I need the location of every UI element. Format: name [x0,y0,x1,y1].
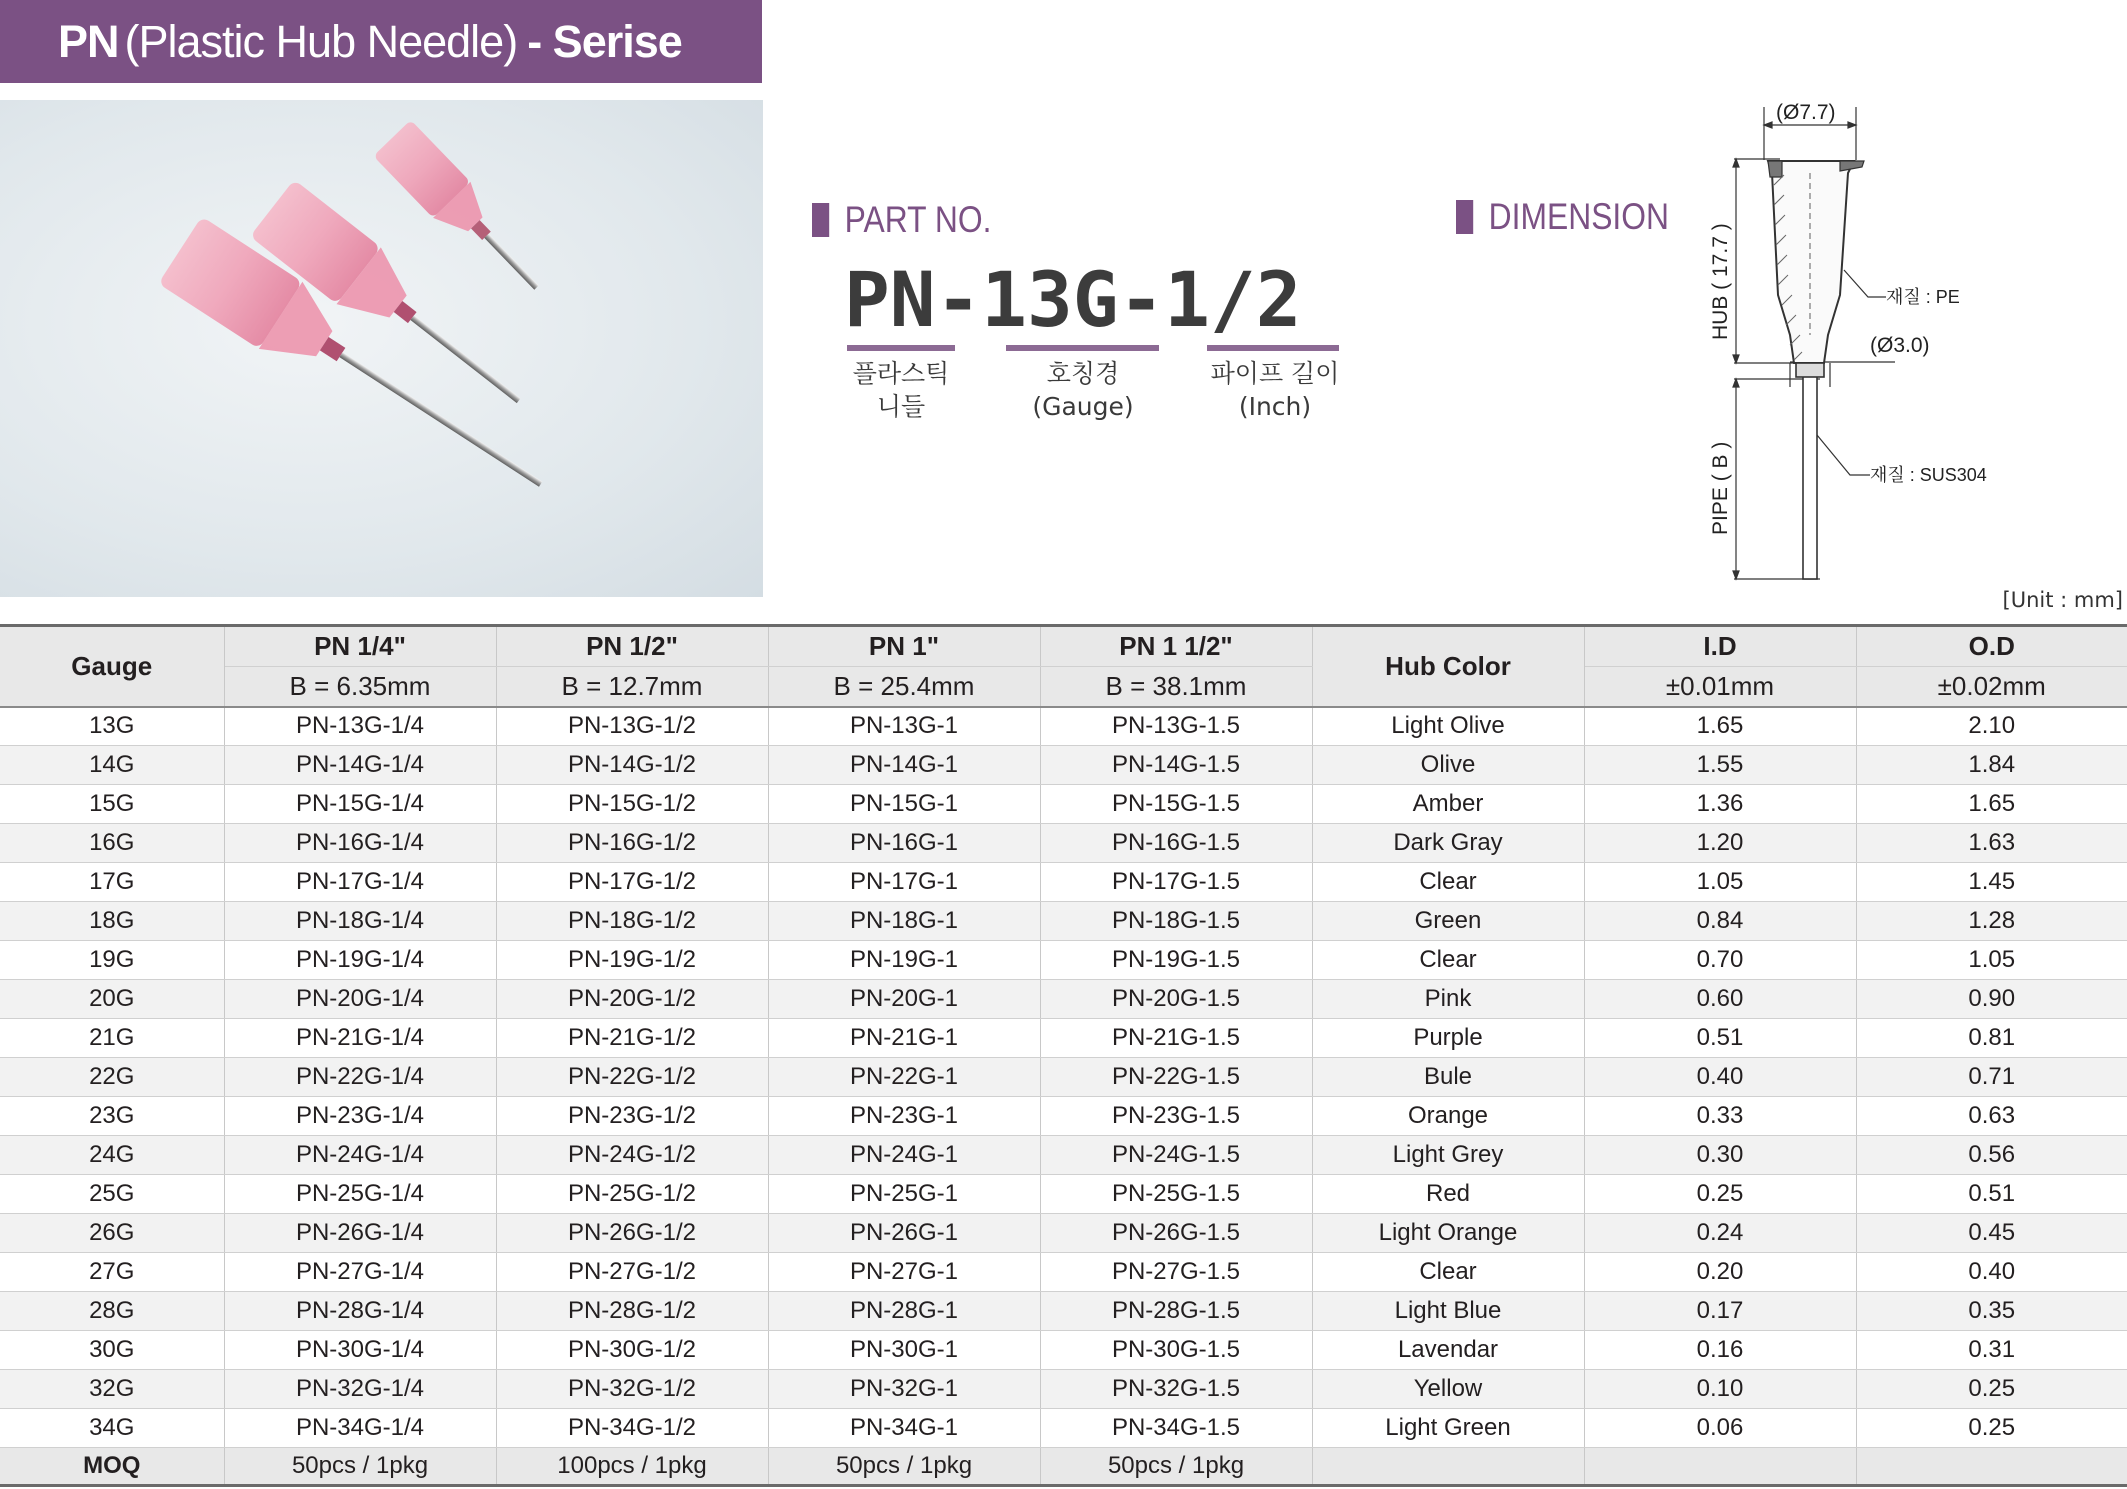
pn-half-cell: PN-30G-1/2 [496,1331,768,1370]
caption-line: (Gauge) [1032,392,1134,421]
id-cell: 1.20 [1584,824,1856,863]
id-cell: 0.84 [1584,902,1856,941]
pn-quarter-cell: PN-19G-1/4 [224,941,496,980]
hub-color-cell: Olive [1312,746,1584,785]
pn-one-half-cell: PN-18G-1.5 [1040,902,1312,941]
pn-one-cell: PN-17G-1 [768,863,1040,902]
moq-value [1856,1448,2127,1486]
pn-quarter-cell: PN-21G-1/4 [224,1019,496,1058]
table-row [0,1292,2127,1331]
od-cell: 0.51 [1856,1175,2127,1214]
moq-value: 50pcs / 1pkg [1040,1448,1312,1486]
subheader-id: ±0.01mm [1584,667,1856,707]
pn-quarter-cell: PN-25G-1/4 [224,1175,496,1214]
pn-one-cell: PN-13G-1 [768,707,1040,746]
pn-one-cell: PN-23G-1 [768,1097,1040,1136]
table-row [0,941,2127,980]
id-cell: 0.51 [1584,1019,1856,1058]
hub-color-cell: Pink [1312,980,1584,1019]
caption-line: 니들 [876,392,926,421]
title-prefix: PN [58,15,119,67]
hub-material-label: 재질 : PE [1886,287,1960,307]
gauge-cell: 28G [0,1292,224,1331]
pn-one-half-cell: PN-27G-1.5 [1040,1253,1312,1292]
moq-value: 50pcs / 1pkg [768,1448,1040,1486]
pn-one-cell: PN-24G-1 [768,1136,1040,1175]
pn-one-cell: PN-19G-1 [768,941,1040,980]
pipe-material-label: 재질 : SUS304 [1870,465,1987,485]
pn-quarter-cell: PN-34G-1/4 [224,1409,496,1448]
hub-color-cell: Clear [1312,1253,1584,1292]
table-row [0,824,2127,863]
table-row [0,902,2127,941]
heading-marker [1456,200,1473,234]
pn-one-half-cell: PN-15G-1.5 [1040,785,1312,824]
moq-label: MOQ [0,1448,224,1486]
pipe-length-label: PIPE ( B ) [1709,441,1732,535]
pn-one-half-cell: PN-22G-1.5 [1040,1058,1312,1097]
caption-line: 플라스틱 [852,359,950,388]
dimension-drawing [1690,95,2020,615]
pn-quarter-cell: PN-16G-1/4 [224,824,496,863]
header-pn-quarter: PN 1/4" [224,626,496,667]
id-cell: 0.70 [1584,941,1856,980]
pn-one-cell: PN-30G-1 [768,1331,1040,1370]
product-photo [0,100,763,597]
pn-half-cell: PN-28G-1/2 [496,1292,768,1331]
pn-half-cell: PN-27G-1/2 [496,1253,768,1292]
table-row [0,1175,2127,1214]
pn-one-half-cell: PN-13G-1.5 [1040,707,1312,746]
od-cell: 0.71 [1856,1058,2127,1097]
pn-one-half-cell: PN-23G-1.5 [1040,1097,1312,1136]
pn-half-cell: PN-17G-1/2 [496,863,768,902]
needle-small [373,120,555,306]
gauge-cell: 25G [0,1175,224,1214]
hub-length-label: HUB ( 17.7 ) [1709,223,1732,340]
pn-one-cell: PN-15G-1 [768,785,1040,824]
part-no-heading-text: PART NO. [844,199,992,240]
header-pn-half: PN 1/2" [496,626,768,667]
pn-one-cell: PN-25G-1 [768,1175,1040,1214]
pn-half-cell: PN-16G-1/2 [496,824,768,863]
pn-half-cell: PN-32G-1/2 [496,1370,768,1409]
hub-color-cell: Lavendar [1312,1331,1584,1370]
pn-half-cell: PN-18G-1/2 [496,902,768,941]
od-cell: 0.45 [1856,1214,2127,1253]
header-pn-one-half: PN 1 1/2" [1040,626,1312,667]
dimension-heading [1456,196,1669,238]
pn-one-half-cell: PN-17G-1.5 [1040,863,1312,902]
od-cell: 0.40 [1856,1253,2127,1292]
table-row [0,980,2127,1019]
od-cell: 0.25 [1856,1370,2127,1409]
hub-diameter-label: (Ø7.7) [1776,101,1836,124]
table-row [0,746,2127,785]
title-middle: (Plastic Hub Needle) [124,15,518,67]
hub-color-cell: Light Green [1312,1409,1584,1448]
gauge-cell: 27G [0,1253,224,1292]
gauge-cell: 18G [0,902,224,941]
id-cell: 0.24 [1584,1214,1856,1253]
caption-gauge [1003,357,1163,423]
id-cell: 0.06 [1584,1409,1856,1448]
pn-quarter-cell: PN-28G-1/4 [224,1292,496,1331]
od-cell: 1.84 [1856,746,2127,785]
pn-one-half-cell: PN-16G-1.5 [1040,824,1312,863]
heading-marker [812,203,829,237]
pn-one-half-cell: PN-19G-1.5 [1040,941,1312,980]
od-cell: 0.35 [1856,1292,2127,1331]
gauge-cell: 15G [0,785,224,824]
moq-value [1584,1448,1856,1486]
page-title [0,0,762,83]
hub-color-cell: Clear [1312,863,1584,902]
gauge-cell: 21G [0,1019,224,1058]
part-no-heading [812,199,991,241]
od-cell: 0.81 [1856,1019,2127,1058]
subheader-pn-one-half: B = 38.1mm [1040,667,1312,707]
needles-illustration [0,100,763,597]
caption-plastic-needle [831,357,971,423]
pn-one-half-cell: PN-21G-1.5 [1040,1019,1312,1058]
caption-line: (Inch) [1238,392,1312,421]
id-cell: 0.10 [1584,1370,1856,1409]
table-subheader-row [0,667,2127,707]
gauge-cell: 22G [0,1058,224,1097]
id-cell: 1.65 [1584,707,1856,746]
part-number-underline-gauge [1006,345,1159,351]
table-row [0,1136,2127,1175]
pn-half-cell: PN-21G-1/2 [496,1019,768,1058]
pn-half-cell: PN-23G-1/2 [496,1097,768,1136]
od-cell: 0.56 [1856,1136,2127,1175]
pn-quarter-cell: PN-13G-1/4 [224,707,496,746]
od-cell: 1.63 [1856,824,2127,863]
pn-half-cell: PN-25G-1/2 [496,1175,768,1214]
dimension-heading-text: DIMENSION [1488,196,1670,237]
pn-quarter-cell: PN-14G-1/4 [224,746,496,785]
pn-quarter-cell: PN-27G-1/4 [224,1253,496,1292]
caption-pipe-length [1200,357,1350,423]
table-row [0,1019,2127,1058]
pn-one-cell: PN-16G-1 [768,824,1040,863]
table-row [0,1214,2127,1253]
hub-color-cell: Dark Gray [1312,824,1584,863]
pn-one-half-cell: PN-26G-1.5 [1040,1214,1312,1253]
pn-half-cell: PN-20G-1/2 [496,980,768,1019]
gauge-cell: 13G [0,707,224,746]
subheader-pn-one: B = 25.4mm [768,667,1040,707]
subheader-pn-half: B = 12.7mm [496,667,768,707]
id-cell: 1.05 [1584,863,1856,902]
pn-one-cell: PN-26G-1 [768,1214,1040,1253]
id-cell: 0.30 [1584,1136,1856,1175]
od-cell: 1.28 [1856,902,2127,941]
id-cell: 0.17 [1584,1292,1856,1331]
od-cell: 1.45 [1856,863,2127,902]
pn-quarter-cell: PN-22G-1/4 [224,1058,496,1097]
gauge-cell: 16G [0,824,224,863]
hub-color-cell: Green [1312,902,1584,941]
od-cell: 0.63 [1856,1097,2127,1136]
hub-color-cell: Light Grey [1312,1136,1584,1175]
part-number-underline-length [1207,345,1339,351]
pn-one-cell: PN-27G-1 [768,1253,1040,1292]
pn-one-half-cell: PN-28G-1.5 [1040,1292,1312,1331]
gauge-cell: 26G [0,1214,224,1253]
pn-quarter-cell: PN-32G-1/4 [224,1370,496,1409]
table-row [0,1370,2127,1409]
gauge-cell: 30G [0,1331,224,1370]
header-id: I.D [1584,626,1856,667]
pn-one-cell: PN-28G-1 [768,1292,1040,1331]
table-row [0,1331,2127,1370]
gauge-cell: 19G [0,941,224,980]
od-cell: 1.65 [1856,785,2127,824]
table-row [0,863,2127,902]
pn-quarter-cell: PN-24G-1/4 [224,1136,496,1175]
pn-quarter-cell: PN-30G-1/4 [224,1331,496,1370]
pn-one-cell: PN-18G-1 [768,902,1040,941]
id-cell: 1.55 [1584,746,1856,785]
unit-note: [Unit : mm] [2002,588,2123,612]
hub-color-cell: Clear [1312,941,1584,980]
hub-color-cell: Bule [1312,1058,1584,1097]
pipe-diameter-label: (Ø3.0) [1870,334,1930,357]
pn-quarter-cell: PN-20G-1/4 [224,980,496,1019]
pn-half-cell: PN-26G-1/2 [496,1214,768,1253]
caption-line: 파이프 길이 [1210,359,1340,388]
header-od: O.D [1856,626,2127,667]
id-cell: 0.33 [1584,1097,1856,1136]
header-hub-color: Hub Color [1312,626,1584,707]
pn-one-cell: PN-22G-1 [768,1058,1040,1097]
pn-one-cell: PN-21G-1 [768,1019,1040,1058]
hub-color-cell: Light Blue [1312,1292,1584,1331]
table-row [0,1058,2127,1097]
pn-one-half-cell: PN-30G-1.5 [1040,1331,1312,1370]
spec-table [0,624,2127,1487]
pn-one-cell: PN-34G-1 [768,1409,1040,1448]
gauge-cell: 34G [0,1409,224,1448]
id-cell: 1.36 [1584,785,1856,824]
pn-one-half-cell: PN-14G-1.5 [1040,746,1312,785]
pn-one-cell: PN-32G-1 [768,1370,1040,1409]
pn-quarter-cell: PN-15G-1/4 [224,785,496,824]
od-cell: 0.25 [1856,1409,2127,1448]
table-row [0,1097,2127,1136]
gauge-cell: 20G [0,980,224,1019]
subheader-pn-quarter: B = 6.35mm [224,667,496,707]
od-cell: 1.05 [1856,941,2127,980]
od-cell: 2.10 [1856,707,2127,746]
pn-one-half-cell: PN-32G-1.5 [1040,1370,1312,1409]
pn-quarter-cell: PN-26G-1/4 [224,1214,496,1253]
table-row [0,785,2127,824]
gauge-cell: 17G [0,863,224,902]
hub-color-cell: Yellow [1312,1370,1584,1409]
table-body [0,707,2127,1448]
id-cell: 0.20 [1584,1253,1856,1292]
pn-one-cell: PN-20G-1 [768,980,1040,1019]
pn-half-cell: PN-22G-1/2 [496,1058,768,1097]
part-number-underline-prefix [847,345,955,351]
pn-half-cell: PN-34G-1/2 [496,1409,768,1448]
table-row [0,1253,2127,1292]
pn-quarter-cell: PN-17G-1/4 [224,863,496,902]
title-suffix: - Serise [527,15,682,67]
moq-value: 50pcs / 1pkg [224,1448,496,1486]
pn-one-half-cell: PN-20G-1.5 [1040,980,1312,1019]
gauge-cell: 23G [0,1097,224,1136]
pn-one-half-cell: PN-24G-1.5 [1040,1136,1312,1175]
hub-color-cell: Light Olive [1312,707,1584,746]
pn-quarter-cell: PN-18G-1/4 [224,902,496,941]
pn-one-half-cell: PN-34G-1.5 [1040,1409,1312,1448]
header-gauge: Gauge [0,626,224,707]
pn-quarter-cell: PN-23G-1/4 [224,1097,496,1136]
moq-value: 100pcs / 1pkg [496,1448,768,1486]
hub-color-cell: Red [1312,1175,1584,1214]
hub-color-cell: Amber [1312,785,1584,824]
id-cell: 0.60 [1584,980,1856,1019]
caption-line: 호칭경 [1046,359,1120,388]
pn-half-cell: PN-24G-1/2 [496,1136,768,1175]
pn-one-half-cell: PN-25G-1.5 [1040,1175,1312,1214]
part-number-example: PN-13G-1/2 [844,254,1302,344]
hub-color-cell: Light Orange [1312,1214,1584,1253]
moq-row [0,1448,2127,1486]
header-pn-one: PN 1" [768,626,1040,667]
table-header-row [0,626,2127,667]
pn-half-cell: PN-14G-1/2 [496,746,768,785]
pn-one-cell: PN-14G-1 [768,746,1040,785]
pn-half-cell: PN-15G-1/2 [496,785,768,824]
od-cell: 0.90 [1856,980,2127,1019]
id-cell: 0.25 [1584,1175,1856,1214]
gauge-cell: 32G [0,1370,224,1409]
id-cell: 0.16 [1584,1331,1856,1370]
hub-color-cell: Purple [1312,1019,1584,1058]
gauge-cell: 14G [0,746,224,785]
table-row [0,1409,2127,1448]
id-cell: 0.40 [1584,1058,1856,1097]
subheader-od: ±0.02mm [1856,667,2127,707]
od-cell: 0.31 [1856,1331,2127,1370]
gauge-cell: 24G [0,1136,224,1175]
table-row [0,707,2127,746]
pn-half-cell: PN-13G-1/2 [496,707,768,746]
moq-value [1312,1448,1584,1486]
hub-color-cell: Orange [1312,1097,1584,1136]
pn-half-cell: PN-19G-1/2 [496,941,768,980]
